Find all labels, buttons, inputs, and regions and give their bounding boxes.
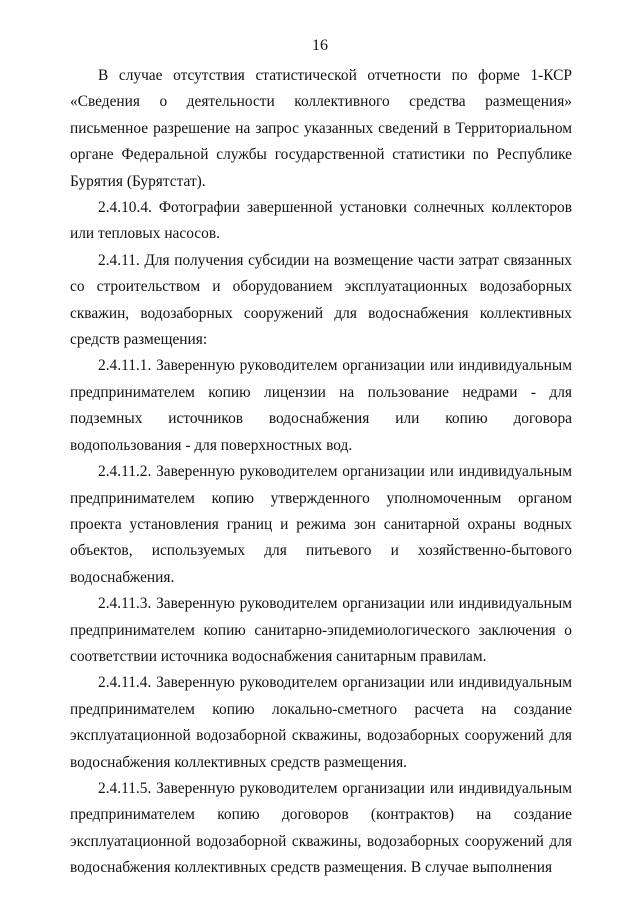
page-number: 16: [312, 37, 328, 54]
paragraph-statistics-reporting: В случае отсутствия статистической отчетности по форме 1-КСР «Сведения о деятельности коллективного средства размещения» письменное разрешение на запрос указанных сведений в Территориальном органе Федеральной службы государственной статистики по Республике Бурятия (Бурятстат).: [70, 67, 572, 190]
paragraph-2-4-11-2: 2.4.11.2. Заверенную руководителем организации или индивидуальным предпринимателем копию утвержденного уполномоченным органом проекта установления границ и режима зон санитарной охраны водных объектов, используемых для питьевого и хозяйственно-бытового водоснабжения.: [70, 463, 572, 586]
paragraph-2-4-11-1: 2.4.11.1. Заверенную руководителем организации или индивидуальным предпринимателем копию лицензии на пользование недрами - для подземных источников водоснабжения или копию договора водопользования - для поверхностных вод.: [70, 357, 572, 454]
paragraph-2-4-11: 2.4.11. Для получения субсидии на возмещение части затрат связанных со строительством и оборудованием эксплуатационных водозаборных скважин, водозаборных сооружений для водоснабжения коллективных средств размещения:: [70, 251, 572, 349]
paragraph-2-4-11-5: 2.4.11.5. Заверенную руководителем организации или индивидуальным предпринимателем копию договоров (контрактов) на создание эксплуатационной водозаборной скважины, водозаборных сооружений для водоснабжения коллективных средств размещения. В случае выполнения: [70, 779, 572, 877]
paragraph-2-4-11-3: 2.4.11.3. Заверенную руководителем организации или индивидуальным предпринимателем копию санитарно-эпидемиологического заключения о соответствии источника водоснабжения санитарным правилам.: [70, 595, 572, 665]
paragraph-2-4-10-4: 2.4.10.4. Фотографии завершенной установки солнечных коллекторов или тепловых насосов.: [70, 199, 572, 243]
paragraph-2-4-11-4: 2.4.11.4. Заверенную руководителем организации или индивидуальным предпринимателем копию локально-сметного расчета на создание эксплуатационной водозаборной скважины, водозаборных сооружений для водоснабжения коллективных средств размещения.: [70, 674, 572, 771]
document-body: [70, 63, 572, 882]
